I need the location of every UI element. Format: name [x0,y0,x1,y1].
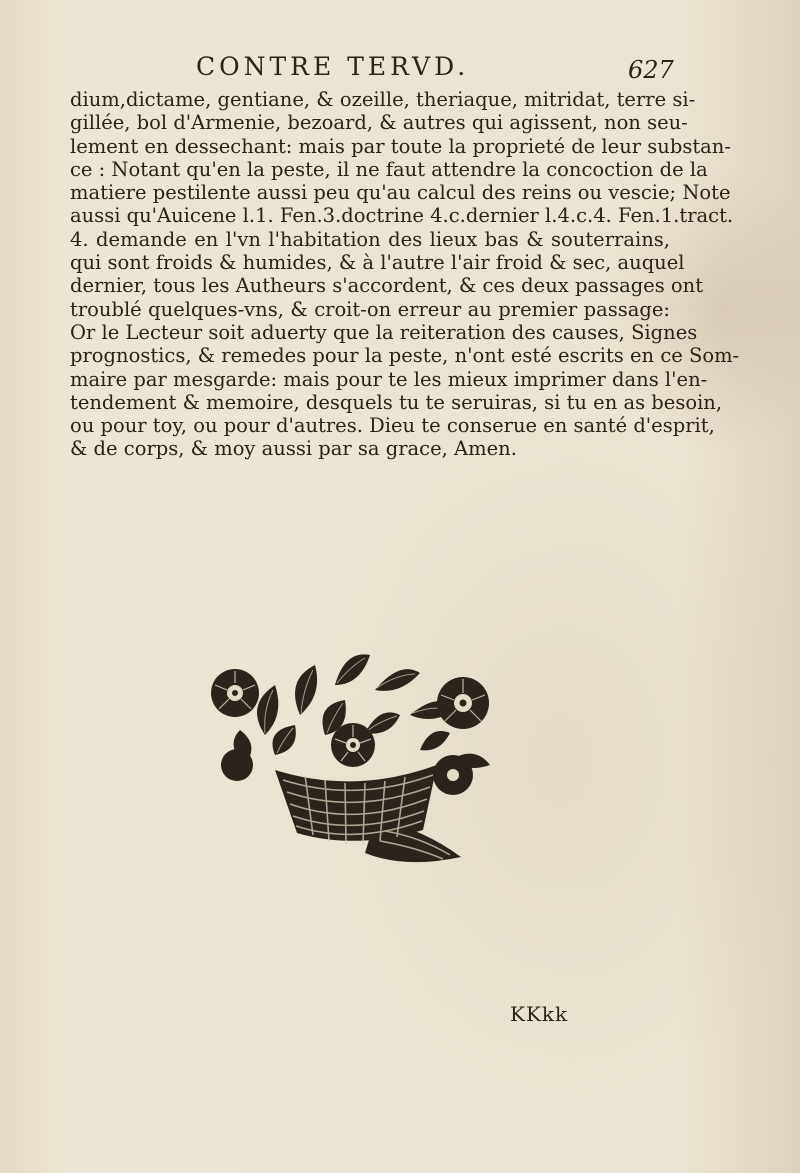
text-line: maire par mesgarde: mais pour te les mieux imprimer dans l'en- [70,367,708,391]
text-line: qui sont froids & humides, & à l'autre l'air froid & sec, auquel [70,251,685,275]
text-line: dium,dictame, gentiane, & ozeille, theriaque, mitridat, terre si- [70,88,696,111]
text-line: gillée, bol d'Armenie, bezoard, & autres qui agissent, non seu- [70,111,688,135]
signature-mark: KKkk [510,1002,569,1026]
text-line: matiere pestilente aussi peu qu'au calcul des reins ou vescie; Note [70,181,731,205]
text-line: ou pour toy, ou pour d'autres. Dieu te conserue en santé d'esprit, [70,414,715,438]
body-text [70,88,740,461]
text-line: tendement & memoire, desquels tu te seruiras, si tu en as besoin, [70,390,723,414]
text-line: lement en dessechant: mais par toute la proprieté de leur substan- [70,134,731,158]
text-line: aussi qu'Auicene l.1. Fen.3.doctrine 4.c.dernier l.4.c.4. Fen.1.tract. [70,204,734,228]
text-line: dernier, tous les Autheurs s'accordent, & ces deux passages ont [70,274,704,298]
text-line: prognostics, & remedes pour la peste, n'ont esté escrits en ce Som- [70,344,740,368]
text-line: ce : Notant qu'en la peste, il ne faut attendre la concoction de la [70,157,708,181]
flower-basket-woodcut-icon [205,645,500,870]
text-line: 4. demande en l'vn l'habitation des lieux bas & souterrains, [70,227,670,251]
text-line: Or le Lecteur soit aduerty que la reiteration des causes, Signes [70,320,698,344]
text-line: & de corps, & moy aussi par sa grace, Amen. [70,437,517,461]
page-number: 627 [628,56,674,84]
text-line: troublé quelques-vns, & croit-on erreur au premier passage: [70,297,670,321]
running-title: CONTRE TERVD. [196,52,470,81]
